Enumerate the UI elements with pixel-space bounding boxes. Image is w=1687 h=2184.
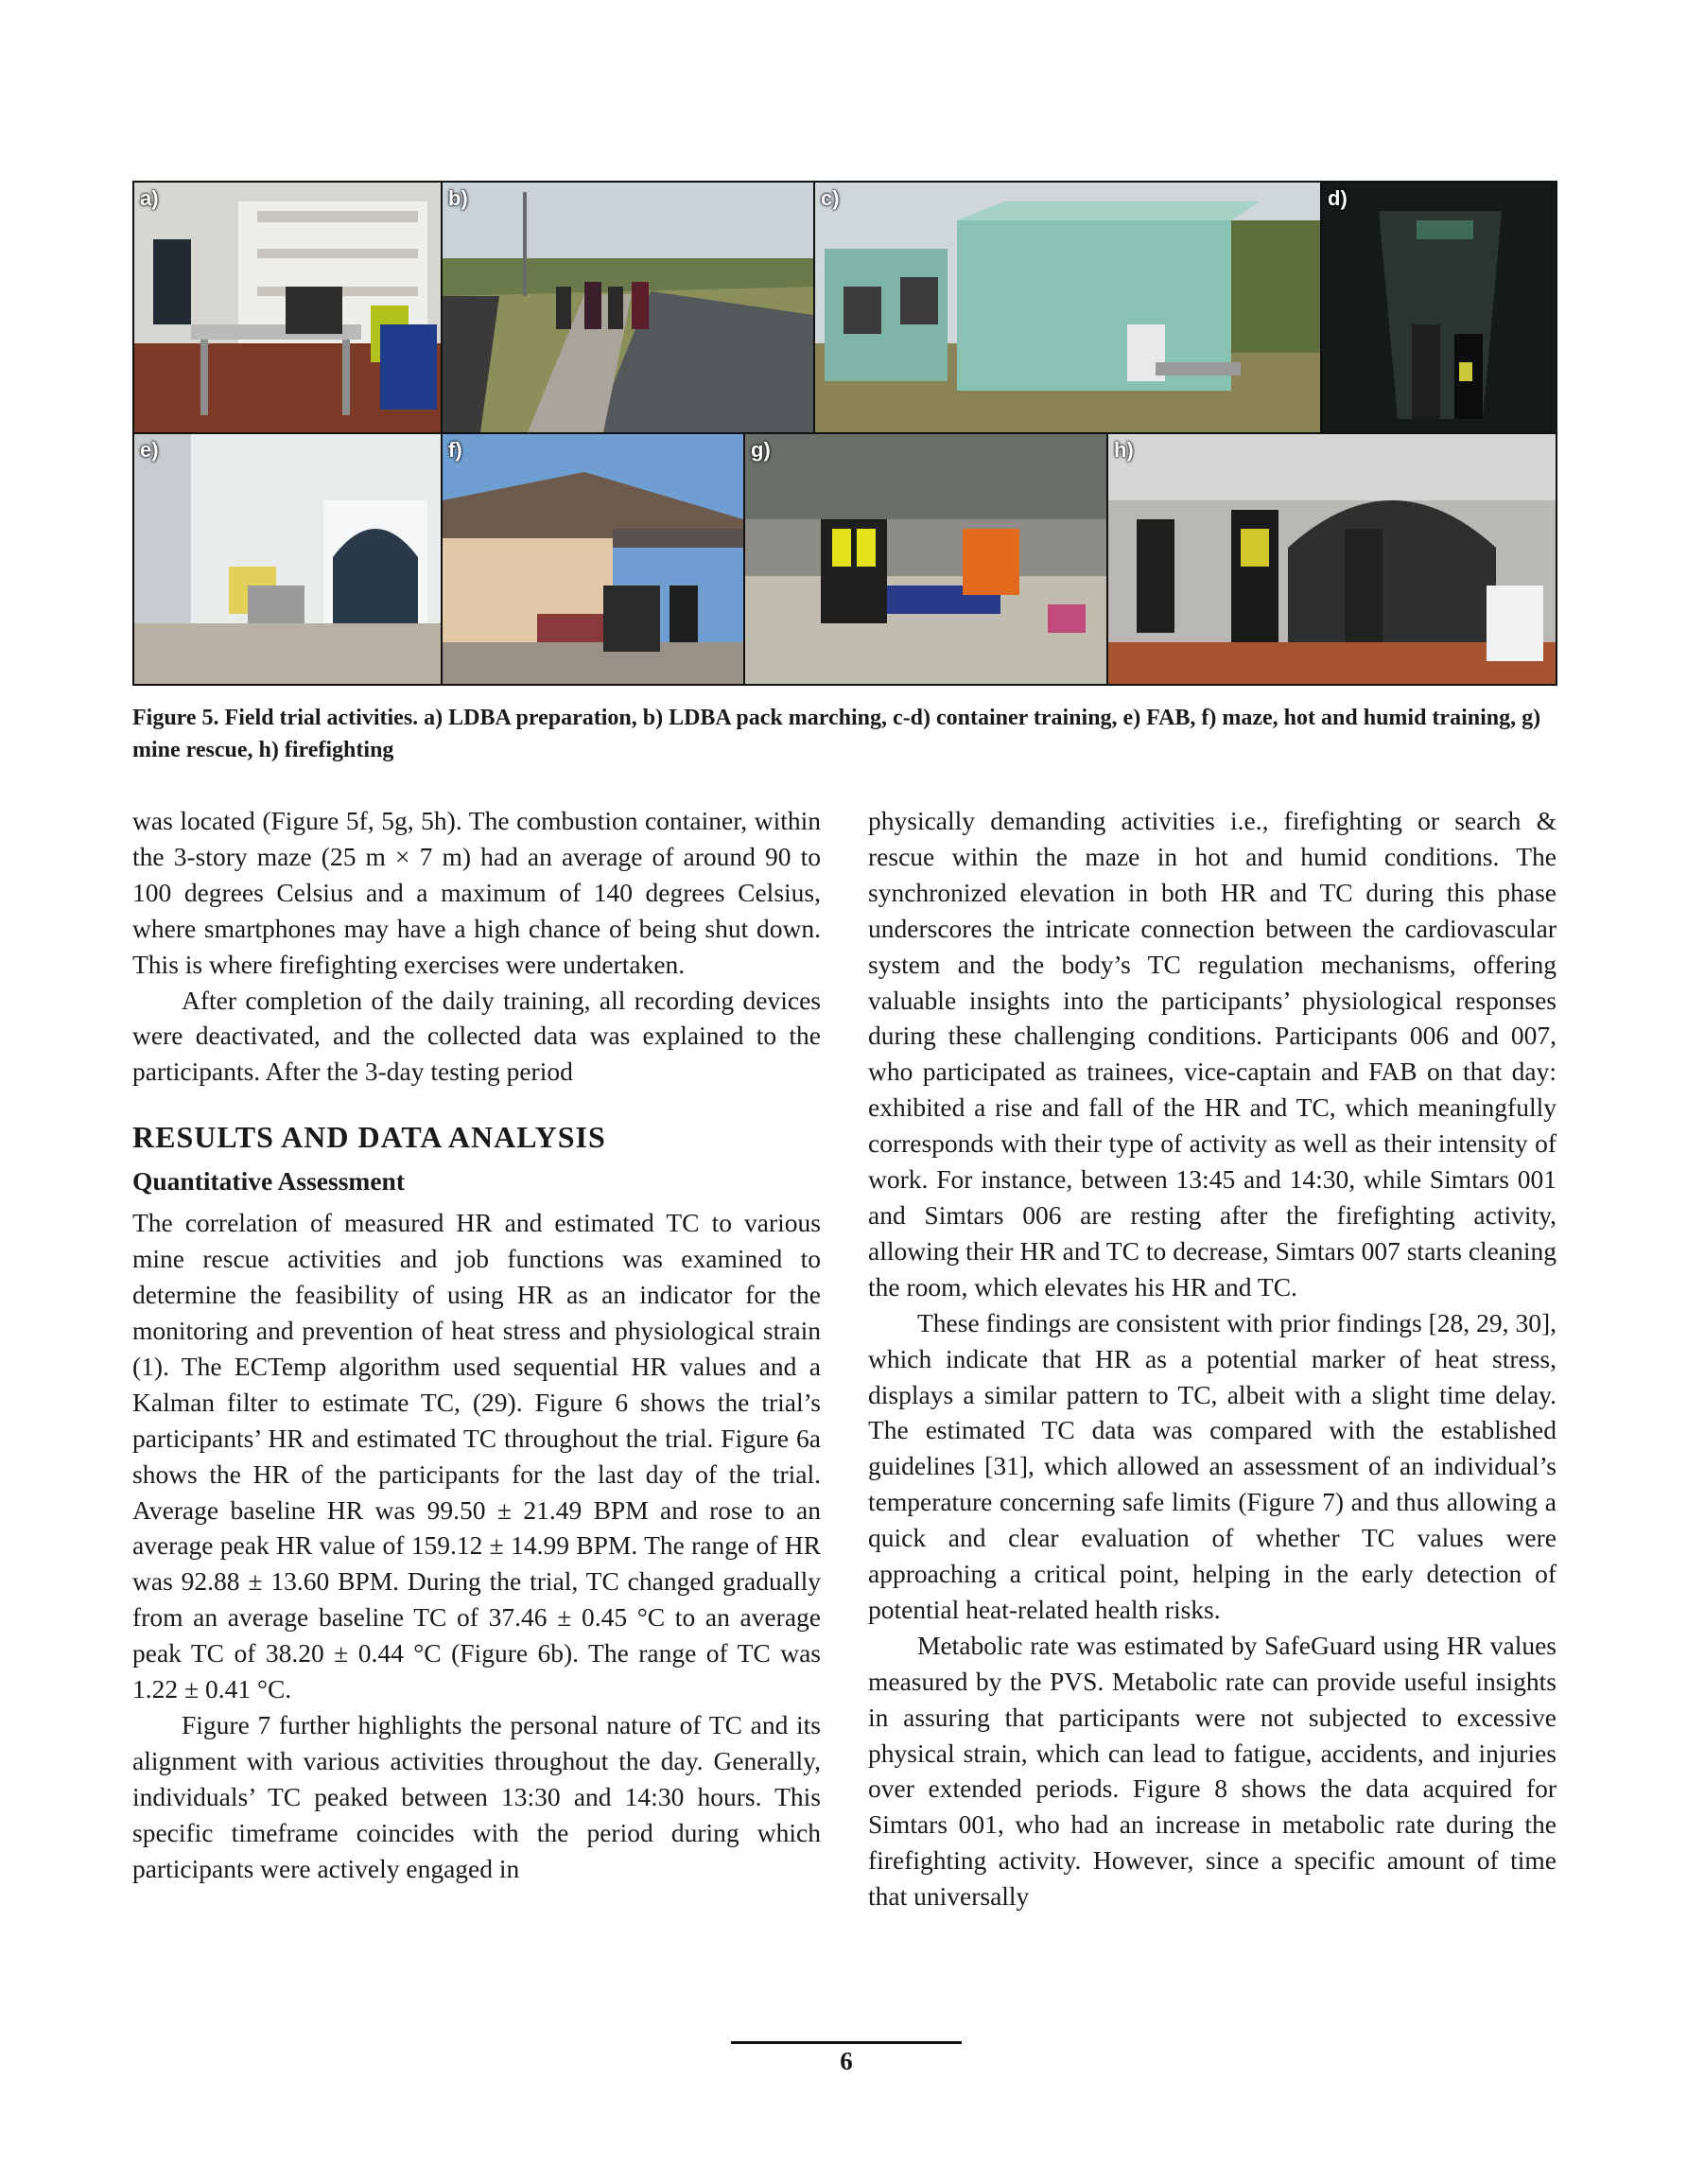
photo-maze-hot-humid-training [443, 434, 743, 684]
body-paragraph: Figure 7 further highlights the personal nature of TC and its alignment with various activities throughout the day. Generally, individuals’ TC peaked between 13:30 and 14:30 hours. This specific timeframe coincides with the period during which participants were actively engaged in [132, 1709, 821, 1883]
photo-container-interior [1322, 183, 1556, 432]
body-paragraph: The correlation of measured HR and estimated TC to various mine rescue activities and job functions was examined to determine the feasibility of using HR as an indicator for the monitoring and prevention of heat stress and physiological strain (1). The ECTemp algorithm used sequential HR values and a Kalman filter to estimate TC, (29). Figure 6 shows the trial’s participants’ HR and estimated TC throughout the trial. Figure 6a shows the HR of the participants for the last day of the trial. Average baseline HR was 99.50 ± 21.49 BPM and rose to an average peak HR value of 159.12 ± 14.99 BPM. The range of HR was 92.88 ± 13.60 BPM. During the trial, TC changed gradually from an average baseline TC of 37.46 ± 0.45 °C to an average peak TC of 38.20 ± 0.44 °C (Figure 6b). The range of TC was 1.22 ± 0.41 °C. [132, 1208, 821, 1704]
body-paragraph: After completion of the daily training, all recording devices were deactivated, and the collected data was explained to the participants. After the 3-day testing period [132, 985, 821, 1087]
photo-fab [134, 434, 441, 684]
photo-panel-e [134, 434, 441, 684]
photo-panel-h [1108, 434, 1556, 684]
photo-panel-c [815, 183, 1320, 432]
panel-label: b) [448, 186, 468, 210]
body-paragraph: These findings are consistent with prior findings [28, 29, 30], which indicate that HR as a potential marker of heat stress, displays a similar pattern to TC, albeit with a slight time delay. The estimated TC data was compared with the established guidelines [31], which allowed an assessment of an individual’s temperature concerning safe limits (Figure 7) and thus allowing a quick and clear evaluation of whether TC values were approaching a critical point, helping in the early detection of potential heat-related health risks. [868, 1307, 1557, 1624]
panel-label: d) [1328, 186, 1348, 210]
figure-caption: Figure 5. Field trial activities. a) LDBA preparation, b) LDBA pack marching, c-d) container training, e) FAB, f) maze, hot and humid training, g) mine rescue, h) firefighting [132, 706, 1541, 762]
photo-panel-g [745, 434, 1106, 684]
photo-ldba-preparation [134, 183, 441, 432]
photo-panel-b [443, 183, 813, 432]
photo-mine-rescue [745, 434, 1106, 684]
right-column [868, 803, 1557, 1914]
figure-5 [132, 181, 1557, 686]
footer-rule [731, 2041, 962, 2044]
body-paragraph: Metabolic rate was estimated by SafeGuard using HR values measured by the PVS. Metabolic rate can provide useful insights in assuring that participants were not subjected to excessive physical strain, which can lead to fatigue, accidents, and injuries over extended periods. Figure 8 shows the data acquired for Simtars 001, who had an increase in metabolic rate during the firefighting activity. However, since a specific amount of time that universally [868, 1630, 1557, 1912]
body-paragraph: physically demanding activities i.e., firefighting or search & rescue within the maze in hot and humid conditions. The synchronized elevation in both HR and TC during this phase underscores the intricate connection between the cardiovascular system and the body’s TC regulation mechanisms, offering valuable insights into the participants’ physiological responses during these challenging conditions. Participants 006 and 007, who participated as trainees, vice-captain and FAB on that day: exhibited a rise and fall of the HR and TC, which meaningfully corresponds with their type of activity as well as their intensity of work. For instance, between 13:45 and 14:30, while Simtars 001 and Simtars 006 are resting after the firefighting activity, allowing their HR and TC to decrease, Simtars 007 starts cleaning the room, which elevates his HR and TC. [868, 806, 1557, 1302]
panel-label: c) [821, 186, 840, 210]
photo-panel-a [134, 183, 441, 432]
page-number: 6 [840, 2047, 853, 2075]
section-heading: RESULTS AND DATA ANALYSIS [132, 1120, 606, 1155]
panel-label: e) [140, 438, 159, 462]
photo-ldba-pack-marching [443, 183, 813, 432]
body-paragraph: was located (Figure 5f, 5g, 5h). The combustion container, within the 3-story maze (25 m × 7 m) had an average of around 90 to 100 degrees Celsius and a maximum of 140 degrees Celsius, where smartphones may have a high chance of being shut down. This is where firefighting exercises were undertaken. [132, 806, 821, 979]
panel-label: g) [751, 438, 771, 462]
subsection-heading: Quantitative Assessment [132, 1166, 405, 1197]
photo-panel-d [1322, 183, 1556, 432]
photo-firefighting [1108, 434, 1556, 684]
left-column [132, 803, 821, 1886]
panel-label: a) [140, 186, 159, 210]
photo-panel-f [443, 434, 743, 684]
panel-label: h) [1114, 438, 1134, 462]
panel-label: f) [448, 438, 462, 462]
photo-container-training [815, 183, 1320, 432]
